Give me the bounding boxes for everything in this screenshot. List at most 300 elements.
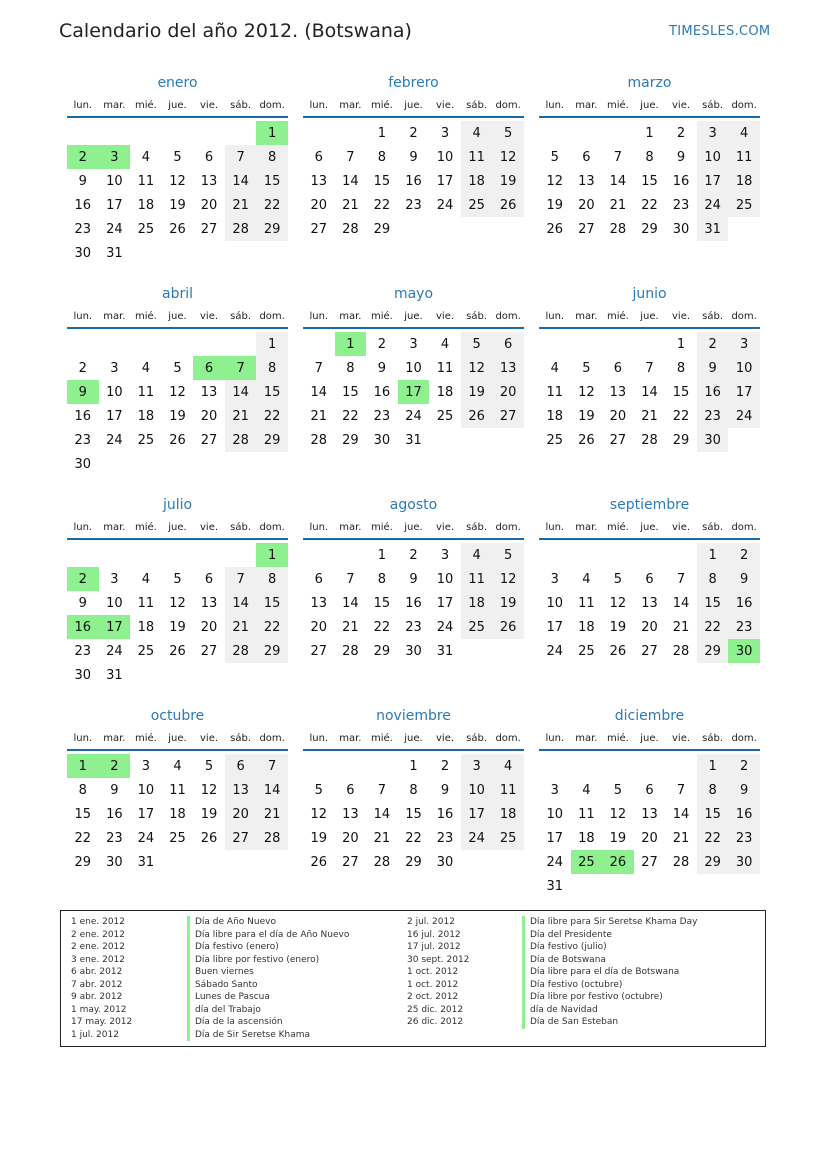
day-cell[interactable]: 11 bbox=[492, 778, 524, 802]
day-cell[interactable]: 19 bbox=[169, 619, 186, 635]
day-cell[interactable]: 8 bbox=[78, 782, 87, 798]
day-cell[interactable]: 26 bbox=[492, 193, 524, 217]
day-cell[interactable]: 25 bbox=[546, 432, 564, 448]
day-cell[interactable]: 11 bbox=[546, 384, 564, 400]
day-cell[interactable]: 26 bbox=[169, 432, 186, 448]
day-cell[interactable]: 14 bbox=[225, 380, 257, 404]
day-cell[interactable]: 23 bbox=[405, 197, 422, 213]
day-cell[interactable]: 3 bbox=[728, 332, 760, 356]
day-cell[interactable]: 22 bbox=[697, 615, 729, 639]
day-cell[interactable]: 10 bbox=[106, 384, 123, 400]
day-cell[interactable]: 6 bbox=[204, 149, 214, 165]
day-cell[interactable]: 29 bbox=[672, 432, 690, 448]
day-cell[interactable]: 26 bbox=[200, 830, 218, 846]
day-cell[interactable]: 26 bbox=[492, 615, 524, 639]
day-cell[interactable]: 4 bbox=[173, 758, 182, 774]
day-cell[interactable]: 18 bbox=[461, 591, 493, 615]
day-cell[interactable]: 28 bbox=[672, 643, 690, 659]
day-cell[interactable]: 23 bbox=[74, 221, 92, 237]
day-cell[interactable]: 6 bbox=[346, 782, 355, 798]
day-cell[interactable]: 1 bbox=[697, 543, 729, 567]
day-cell[interactable]: 11 bbox=[137, 173, 155, 189]
day-cell[interactable]: 12 bbox=[578, 384, 595, 400]
day-cell[interactable]: 16 bbox=[74, 408, 92, 424]
day-cell[interactable]: 5 bbox=[492, 121, 524, 145]
day-cell[interactable]: 15 bbox=[373, 595, 391, 611]
day-cell[interactable]: 16 bbox=[436, 806, 454, 822]
day-cell[interactable]: 25 bbox=[137, 221, 155, 237]
day-cell[interactable]: 10 bbox=[106, 595, 123, 611]
day-cell[interactable]: 13 bbox=[641, 806, 658, 822]
day-cell[interactable]: 5 bbox=[173, 360, 182, 376]
day-cell[interactable]: 19 bbox=[609, 830, 627, 846]
holiday-day-cell[interactable]: 2 bbox=[67, 567, 99, 591]
day-cell[interactable]: 4 bbox=[141, 360, 151, 376]
holiday-day-cell[interactable]: 16 bbox=[67, 615, 99, 639]
day-cell[interactable]: 19 bbox=[200, 806, 218, 822]
day-cell[interactable]: 16 bbox=[106, 806, 123, 822]
day-cell[interactable]: 3 bbox=[409, 336, 418, 352]
day-cell[interactable]: 9 bbox=[676, 149, 686, 165]
day-cell[interactable]: 3 bbox=[550, 782, 559, 798]
day-cell[interactable]: 5 bbox=[173, 149, 182, 165]
day-cell[interactable]: 23 bbox=[373, 408, 391, 424]
day-cell[interactable]: 20 bbox=[609, 408, 627, 424]
day-cell[interactable]: 24 bbox=[697, 193, 729, 217]
day-cell[interactable]: 15 bbox=[405, 806, 422, 822]
day-cell[interactable]: 25 bbox=[436, 408, 454, 424]
day-cell[interactable]: 1 bbox=[697, 754, 729, 778]
day-cell[interactable]: 5 bbox=[173, 571, 182, 587]
day-cell[interactable]: 12 bbox=[200, 782, 218, 798]
day-cell[interactable]: 7 bbox=[314, 360, 323, 376]
day-cell[interactable]: 7 bbox=[645, 360, 654, 376]
day-cell[interactable]: 28 bbox=[225, 639, 257, 663]
day-cell[interactable]: 21 bbox=[672, 830, 690, 846]
day-cell[interactable]: 22 bbox=[342, 408, 359, 424]
day-cell[interactable]: 22 bbox=[405, 830, 422, 846]
day-cell[interactable]: 4 bbox=[492, 754, 524, 778]
day-cell[interactable]: 8 bbox=[409, 782, 418, 798]
day-cell[interactable]: 21 bbox=[641, 408, 658, 424]
day-cell[interactable]: 19 bbox=[492, 591, 524, 615]
day-cell[interactable]: 14 bbox=[373, 806, 391, 822]
day-cell[interactable]: 4 bbox=[461, 543, 493, 567]
day-cell[interactable]: 11 bbox=[461, 567, 493, 591]
day-cell[interactable]: 30 bbox=[373, 432, 391, 448]
day-cell[interactable]: 13 bbox=[578, 173, 595, 189]
day-cell[interactable]: 15 bbox=[641, 173, 658, 189]
day-cell[interactable]: 1 bbox=[377, 547, 387, 563]
holiday-day-cell[interactable]: 1 bbox=[256, 543, 288, 567]
day-cell[interactable]: 9 bbox=[697, 356, 729, 380]
day-cell[interactable]: 22 bbox=[672, 408, 690, 424]
day-cell[interactable]: 6 bbox=[492, 332, 524, 356]
day-cell[interactable]: 28 bbox=[256, 826, 288, 850]
day-cell[interactable]: 16 bbox=[672, 173, 690, 189]
day-cell[interactable]: 18 bbox=[137, 619, 155, 635]
day-cell[interactable]: 19 bbox=[169, 197, 186, 213]
day-cell[interactable]: 29 bbox=[373, 643, 391, 659]
day-cell[interactable]: 8 bbox=[256, 567, 288, 591]
day-cell[interactable]: 22 bbox=[74, 830, 92, 846]
day-cell[interactable]: 30 bbox=[405, 643, 422, 659]
day-cell[interactable]: 27 bbox=[641, 854, 658, 870]
day-cell[interactable]: 31 bbox=[137, 854, 155, 870]
day-cell[interactable]: 26 bbox=[609, 643, 627, 659]
day-cell[interactable]: 15 bbox=[697, 591, 729, 615]
day-cell[interactable]: 21 bbox=[256, 802, 288, 826]
day-cell[interactable]: 27 bbox=[578, 221, 595, 237]
day-cell[interactable]: 20 bbox=[578, 197, 595, 213]
day-cell[interactable]: 17 bbox=[106, 197, 123, 213]
day-cell[interactable]: 9 bbox=[728, 778, 760, 802]
day-cell[interactable]: 6 bbox=[582, 149, 591, 165]
day-cell[interactable]: 27 bbox=[200, 221, 218, 237]
day-cell[interactable]: 2 bbox=[728, 754, 760, 778]
day-cell[interactable]: 7 bbox=[346, 571, 355, 587]
day-cell[interactable]: 28 bbox=[672, 854, 690, 870]
day-cell[interactable]: 14 bbox=[672, 595, 690, 611]
holiday-day-cell[interactable]: 2 bbox=[99, 754, 131, 778]
day-cell[interactable]: 21 bbox=[225, 404, 257, 428]
day-cell[interactable]: 30 bbox=[106, 854, 123, 870]
holiday-day-cell[interactable]: 2 bbox=[67, 145, 99, 169]
day-cell[interactable]: 30 bbox=[436, 854, 454, 870]
day-cell[interactable]: 12 bbox=[492, 145, 524, 169]
day-cell[interactable]: 16 bbox=[74, 197, 92, 213]
day-cell[interactable]: 10 bbox=[546, 595, 564, 611]
day-cell[interactable]: 12 bbox=[169, 384, 186, 400]
day-cell[interactable]: 20 bbox=[310, 619, 328, 635]
day-cell[interactable]: 22 bbox=[373, 619, 391, 635]
day-cell[interactable]: 28 bbox=[373, 854, 391, 870]
day-cell[interactable]: 6 bbox=[645, 571, 654, 587]
day-cell[interactable]: 16 bbox=[405, 595, 422, 611]
day-cell[interactable]: 24 bbox=[405, 408, 422, 424]
day-cell[interactable]: 9 bbox=[110, 782, 119, 798]
day-cell[interactable]: 22 bbox=[256, 404, 288, 428]
day-cell[interactable]: 25 bbox=[461, 615, 493, 639]
day-cell[interactable]: 24 bbox=[546, 854, 564, 870]
day-cell[interactable]: 25 bbox=[492, 826, 524, 850]
day-cell[interactable]: 20 bbox=[342, 830, 359, 846]
day-cell[interactable]: 11 bbox=[137, 595, 155, 611]
day-cell[interactable]: 9 bbox=[409, 149, 418, 165]
day-cell[interactable]: 18 bbox=[137, 408, 155, 424]
day-cell[interactable]: 3 bbox=[461, 754, 493, 778]
day-cell[interactable]: 28 bbox=[225, 428, 257, 452]
day-cell[interactable]: 4 bbox=[461, 121, 493, 145]
day-cell[interactable]: 13 bbox=[342, 806, 359, 822]
day-cell[interactable]: 9 bbox=[728, 567, 760, 591]
day-cell[interactable]: 30 bbox=[74, 456, 92, 472]
day-cell[interactable]: 1 bbox=[256, 332, 288, 356]
holiday-day-cell[interactable]: 1 bbox=[256, 121, 288, 145]
day-cell[interactable]: 30 bbox=[74, 245, 92, 261]
day-cell[interactable]: 8 bbox=[377, 149, 387, 165]
day-cell[interactable]: 13 bbox=[225, 778, 257, 802]
day-cell[interactable]: 24 bbox=[461, 826, 493, 850]
day-cell[interactable]: 15 bbox=[256, 380, 288, 404]
day-cell[interactable]: 16 bbox=[728, 591, 760, 615]
day-cell[interactable]: 29 bbox=[373, 221, 391, 237]
day-cell[interactable]: 3 bbox=[440, 547, 450, 563]
day-cell[interactable]: 15 bbox=[697, 802, 729, 826]
day-cell[interactable]: 20 bbox=[641, 830, 658, 846]
day-cell[interactable]: 27 bbox=[200, 643, 218, 659]
day-cell[interactable]: 31 bbox=[697, 217, 729, 241]
day-cell[interactable]: 21 bbox=[609, 197, 627, 213]
day-cell[interactable]: 14 bbox=[225, 591, 257, 615]
day-cell[interactable]: 15 bbox=[256, 169, 288, 193]
day-cell[interactable]: 29 bbox=[256, 428, 288, 452]
day-cell[interactable]: 17 bbox=[137, 806, 155, 822]
day-cell[interactable]: 17 bbox=[461, 802, 493, 826]
day-cell[interactable]: 2 bbox=[440, 758, 450, 774]
day-cell[interactable]: 14 bbox=[256, 778, 288, 802]
day-cell[interactable]: 31 bbox=[405, 432, 422, 448]
day-cell[interactable]: 29 bbox=[342, 432, 359, 448]
day-cell[interactable]: 29 bbox=[697, 639, 729, 663]
day-cell[interactable]: 20 bbox=[200, 619, 218, 635]
day-cell[interactable]: 18 bbox=[137, 197, 155, 213]
day-cell[interactable]: 23 bbox=[697, 404, 729, 428]
day-cell[interactable]: 21 bbox=[342, 619, 359, 635]
day-cell[interactable]: 20 bbox=[310, 197, 328, 213]
day-cell[interactable]: 5 bbox=[613, 571, 623, 587]
day-cell[interactable]: 31 bbox=[106, 245, 123, 261]
day-cell[interactable]: 11 bbox=[169, 782, 186, 798]
day-cell[interactable]: 12 bbox=[461, 356, 493, 380]
holiday-day-cell[interactable]: 9 bbox=[67, 380, 99, 404]
day-cell[interactable]: 27 bbox=[310, 221, 328, 237]
day-cell[interactable]: 25 bbox=[578, 643, 595, 659]
day-cell[interactable]: 29 bbox=[697, 850, 729, 874]
day-cell[interactable]: 7 bbox=[676, 571, 686, 587]
day-cell[interactable]: 27 bbox=[225, 826, 257, 850]
day-cell[interactable]: 18 bbox=[492, 802, 524, 826]
day-cell[interactable]: 22 bbox=[641, 197, 658, 213]
day-cell[interactable]: 10 bbox=[436, 571, 454, 587]
day-cell[interactable]: 10 bbox=[405, 360, 422, 376]
day-cell[interactable]: 24 bbox=[436, 619, 454, 635]
day-cell[interactable]: 26 bbox=[461, 404, 493, 428]
day-cell[interactable]: 23 bbox=[106, 830, 123, 846]
day-cell[interactable]: 25 bbox=[169, 830, 186, 846]
day-cell[interactable]: 11 bbox=[578, 806, 595, 822]
day-cell[interactable]: 7 bbox=[225, 567, 257, 591]
day-cell[interactable]: 9 bbox=[409, 571, 418, 587]
day-cell[interactable]: 6 bbox=[613, 360, 623, 376]
day-cell[interactable]: 12 bbox=[169, 173, 186, 189]
day-cell[interactable]: 13 bbox=[609, 384, 627, 400]
holiday-day-cell[interactable]: 6 bbox=[193, 356, 225, 380]
day-cell[interactable]: 25 bbox=[728, 193, 760, 217]
day-cell[interactable]: 14 bbox=[342, 173, 359, 189]
day-cell[interactable]: 4 bbox=[141, 149, 151, 165]
day-cell[interactable]: 18 bbox=[169, 806, 186, 822]
day-cell[interactable]: 8 bbox=[346, 360, 355, 376]
day-cell[interactable]: 25 bbox=[137, 432, 155, 448]
day-cell[interactable]: 19 bbox=[492, 169, 524, 193]
day-cell[interactable]: 27 bbox=[310, 643, 328, 659]
day-cell[interactable]: 2 bbox=[78, 360, 87, 376]
day-cell[interactable]: 26 bbox=[169, 643, 186, 659]
day-cell[interactable]: 27 bbox=[342, 854, 359, 870]
day-cell[interactable]: 22 bbox=[256, 615, 288, 639]
day-cell[interactable]: 25 bbox=[137, 643, 155, 659]
day-cell[interactable]: 10 bbox=[106, 173, 123, 189]
day-cell[interactable]: 12 bbox=[169, 595, 186, 611]
day-cell[interactable]: 16 bbox=[728, 802, 760, 826]
day-cell[interactable]: 8 bbox=[645, 149, 654, 165]
day-cell[interactable]: 14 bbox=[310, 384, 328, 400]
day-cell[interactable]: 23 bbox=[672, 197, 690, 213]
day-cell[interactable]: 4 bbox=[550, 360, 559, 376]
day-cell[interactable]: 2 bbox=[409, 547, 418, 563]
day-cell[interactable]: 6 bbox=[645, 782, 654, 798]
day-cell[interactable]: 17 bbox=[546, 830, 564, 846]
day-cell[interactable]: 9 bbox=[440, 782, 450, 798]
day-cell[interactable]: 31 bbox=[546, 878, 564, 894]
day-cell[interactable]: 10 bbox=[137, 782, 155, 798]
day-cell[interactable]: 8 bbox=[256, 145, 288, 169]
day-cell[interactable]: 5 bbox=[314, 782, 323, 798]
day-cell[interactable]: 12 bbox=[492, 567, 524, 591]
day-cell[interactable]: 28 bbox=[641, 432, 658, 448]
day-cell[interactable]: 10 bbox=[546, 806, 564, 822]
day-cell[interactable]: 19 bbox=[609, 619, 627, 635]
day-cell[interactable]: 30 bbox=[74, 667, 92, 683]
day-cell[interactable]: 6 bbox=[225, 754, 257, 778]
day-cell[interactable]: 2 bbox=[377, 336, 387, 352]
day-cell[interactable]: 12 bbox=[546, 173, 564, 189]
day-cell[interactable]: 26 bbox=[578, 432, 595, 448]
holiday-day-cell[interactable]: 17 bbox=[99, 615, 131, 639]
day-cell[interactable]: 14 bbox=[672, 806, 690, 822]
day-cell[interactable]: 14 bbox=[225, 169, 257, 193]
day-cell[interactable]: 27 bbox=[200, 432, 218, 448]
day-cell[interactable]: 18 bbox=[578, 830, 595, 846]
day-cell[interactable]: 13 bbox=[641, 595, 658, 611]
day-cell[interactable]: 3 bbox=[440, 125, 450, 141]
day-cell[interactable]: 11 bbox=[728, 145, 760, 169]
day-cell[interactable]: 17 bbox=[546, 619, 564, 635]
day-cell[interactable]: 23 bbox=[405, 619, 422, 635]
day-cell[interactable]: 15 bbox=[256, 591, 288, 615]
day-cell[interactable]: 9 bbox=[78, 595, 87, 611]
day-cell[interactable]: 2 bbox=[728, 543, 760, 567]
day-cell[interactable]: 7 bbox=[377, 782, 387, 798]
day-cell[interactable]: 7 bbox=[676, 782, 686, 798]
day-cell[interactable]: 7 bbox=[256, 754, 288, 778]
day-cell[interactable]: 24 bbox=[106, 221, 123, 237]
day-cell[interactable]: 1 bbox=[409, 758, 418, 774]
day-cell[interactable]: 18 bbox=[461, 169, 493, 193]
day-cell[interactable]: 8 bbox=[256, 356, 288, 380]
day-cell[interactable]: 5 bbox=[461, 332, 493, 356]
day-cell[interactable]: 20 bbox=[200, 408, 218, 424]
day-cell[interactable]: 1 bbox=[645, 125, 654, 141]
day-cell[interactable]: 30 bbox=[697, 428, 729, 452]
day-cell[interactable]: 21 bbox=[225, 615, 257, 639]
day-cell[interactable]: 17 bbox=[728, 380, 760, 404]
day-cell[interactable]: 5 bbox=[582, 360, 591, 376]
day-cell[interactable]: 13 bbox=[310, 595, 328, 611]
day-cell[interactable]: 30 bbox=[728, 850, 760, 874]
holiday-day-cell[interactable]: 30 bbox=[728, 639, 760, 663]
day-cell[interactable]: 10 bbox=[436, 149, 454, 165]
day-cell[interactable]: 21 bbox=[672, 619, 690, 635]
day-cell[interactable]: 26 bbox=[169, 221, 186, 237]
day-cell[interactable]: 24 bbox=[106, 432, 123, 448]
day-cell[interactable]: 30 bbox=[672, 221, 690, 237]
day-cell[interactable]: 2 bbox=[409, 125, 418, 141]
day-cell[interactable]: 10 bbox=[728, 356, 760, 380]
day-cell[interactable]: 7 bbox=[346, 149, 355, 165]
day-cell[interactable]: 12 bbox=[310, 806, 328, 822]
day-cell[interactable]: 20 bbox=[200, 197, 218, 213]
day-cell[interactable]: 17 bbox=[436, 595, 454, 611]
day-cell[interactable]: 29 bbox=[405, 854, 422, 870]
day-cell[interactable]: 3 bbox=[110, 360, 119, 376]
holiday-day-cell[interactable]: 26 bbox=[602, 850, 634, 874]
day-cell[interactable]: 13 bbox=[492, 356, 524, 380]
day-cell[interactable]: 24 bbox=[137, 830, 155, 846]
day-cell[interactable]: 3 bbox=[141, 758, 151, 774]
day-cell[interactable]: 13 bbox=[200, 384, 218, 400]
day-cell[interactable]: 20 bbox=[492, 380, 524, 404]
day-cell[interactable]: 19 bbox=[169, 408, 186, 424]
day-cell[interactable]: 13 bbox=[310, 173, 328, 189]
day-cell[interactable]: 4 bbox=[440, 336, 450, 352]
day-cell[interactable]: 3 bbox=[697, 121, 729, 145]
day-cell[interactable]: 11 bbox=[578, 595, 595, 611]
day-cell[interactable]: 24 bbox=[436, 197, 454, 213]
day-cell[interactable]: 20 bbox=[641, 619, 658, 635]
day-cell[interactable]: 6 bbox=[314, 571, 323, 587]
day-cell[interactable]: 28 bbox=[342, 221, 359, 237]
day-cell[interactable]: 27 bbox=[492, 404, 524, 428]
day-cell[interactable]: 3 bbox=[110, 571, 119, 587]
day-cell[interactable]: 23 bbox=[74, 643, 92, 659]
day-cell[interactable]: 16 bbox=[697, 380, 729, 404]
day-cell[interactable]: 11 bbox=[137, 384, 155, 400]
day-cell[interactable]: 27 bbox=[609, 432, 627, 448]
day-cell[interactable]: 5 bbox=[492, 543, 524, 567]
day-cell[interactable]: 1 bbox=[377, 125, 387, 141]
day-cell[interactable]: 14 bbox=[609, 173, 627, 189]
day-cell[interactable]: 15 bbox=[672, 384, 690, 400]
day-cell[interactable]: 27 bbox=[641, 643, 658, 659]
day-cell[interactable]: 7 bbox=[225, 145, 257, 169]
day-cell[interactable]: 8 bbox=[697, 778, 729, 802]
day-cell[interactable]: 13 bbox=[200, 173, 218, 189]
day-cell[interactable]: 17 bbox=[697, 169, 729, 193]
day-cell[interactable]: 21 bbox=[373, 830, 391, 846]
day-cell[interactable]: 10 bbox=[697, 145, 729, 169]
day-cell[interactable]: 19 bbox=[578, 408, 595, 424]
holiday-day-cell[interactable]: 17 bbox=[398, 380, 430, 404]
holiday-day-cell[interactable]: 25 bbox=[571, 850, 603, 874]
day-cell[interactable]: 15 bbox=[74, 806, 92, 822]
day-cell[interactable]: 24 bbox=[106, 643, 123, 659]
day-cell[interactable]: 16 bbox=[405, 173, 422, 189]
day-cell[interactable]: 19 bbox=[546, 197, 564, 213]
day-cell[interactable]: 12 bbox=[609, 806, 627, 822]
day-cell[interactable]: 23 bbox=[436, 830, 454, 846]
